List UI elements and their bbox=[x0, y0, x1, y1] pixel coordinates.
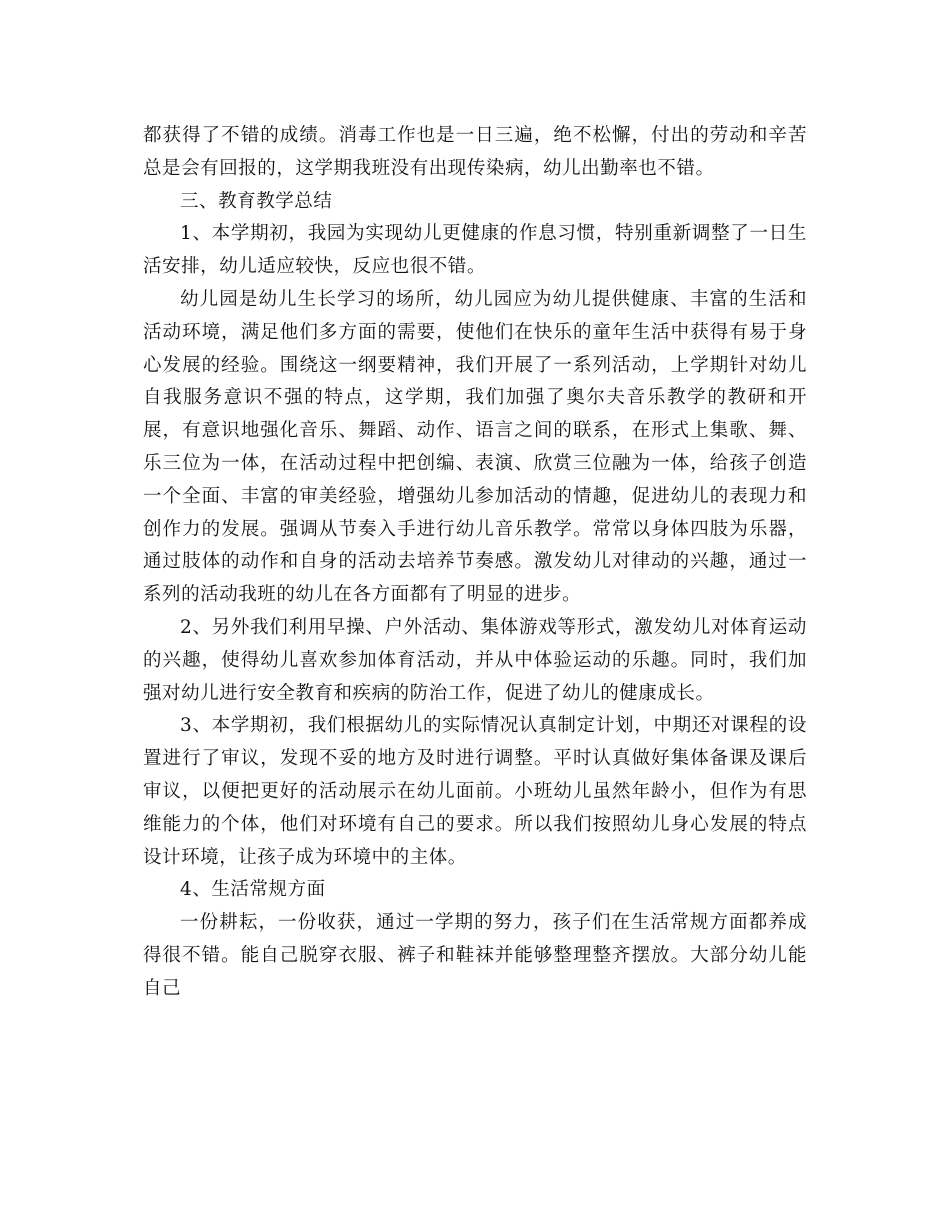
section-heading-education-summary: 三、教育教学总结 bbox=[180, 190, 333, 212]
document-body bbox=[143, 120, 807, 1006]
paragraph-schedule-adjustment: 1、本学期初，我园为实现幼儿更健康的作息习惯，特别重新调整了一日生活安排，幼儿适应较快，反应也很不错。 bbox=[143, 223, 807, 278]
paragraph-continuation: 都获得了不错的成绩。消毒工作也是一日三遍，绝不松懈，付出的劳动和辛苦总是会有回报的，这学期我班没有出现传染病，幼儿出勤率也不错。 bbox=[143, 125, 807, 179]
paragraph-daily-routine: 一份耕耘，一份收获，通过一学期的努力，孩子们在生活常规方面都养成得很不错。能自己脱穿衣服、裤子和鞋袜并能够整理整齐摆放。大部分幼儿能自己 bbox=[143, 912, 807, 999]
paragraph-curriculum-planning: 3、本学期初，我们根据幼儿的实际情况认真制定计划，中期还对课程的设置进行了审议，发现不妥的地方及时进行调整。平时认真做好集体备课及课后审议，以便把更好的活动展示在幼儿面前。小班幼儿虽然年龄小，但作为有思维能力的个体，他们对环境有自己的要求。所以我们按照幼儿身心发展的特点设计环境，让孩子成为环境中的主体。 bbox=[143, 715, 807, 868]
section-heading-daily-routine: 4、生活常规方面 bbox=[180, 879, 326, 901]
paragraph-music-education: 幼儿园是幼儿生长学习的场所，幼儿园应为幼儿提供健康、丰富的生活和活动环境，满足他们多方面的需要，使他们在快乐的童年生活中获得有易于身心发展的经验。围绕这一纲要精神，我们开展了一系列活动，上学期针对幼儿自我服务意识不强的特点，这学期，我们加强了奥尔夫音乐教学的教研和开展，有意识地强化音乐、舞蹈、动作、语言之间的联系，在形式上集歌、舞、乐三位为一体，在活动过程中把创编、表演、欣赏三位融为一体，给孩子创造一个全面、丰富的审美经验，增强幼儿参加活动的情趣，促进幼儿的表现力和创作力的发展。强调从节奏入手进行幼儿音乐教学。常常以身体四肢为乐器，通过肢体的动作和自身的活动去培养节奏感。激发幼儿对律动的兴趣，通过一系列的活动我班的幼儿在各方面都有了明显的进步。 bbox=[143, 288, 807, 606]
paragraph-physical-activities: 2、另外我们利用早操、户外活动、集体游戏等形式，激发幼儿对体育运动的兴趣，使得幼儿喜欢参加体育活动，并从中体验运动的乐趣。同时，我们加强对幼儿进行安全教育和疾病的防治工作，促进了幼儿的健康成长。 bbox=[143, 616, 807, 704]
